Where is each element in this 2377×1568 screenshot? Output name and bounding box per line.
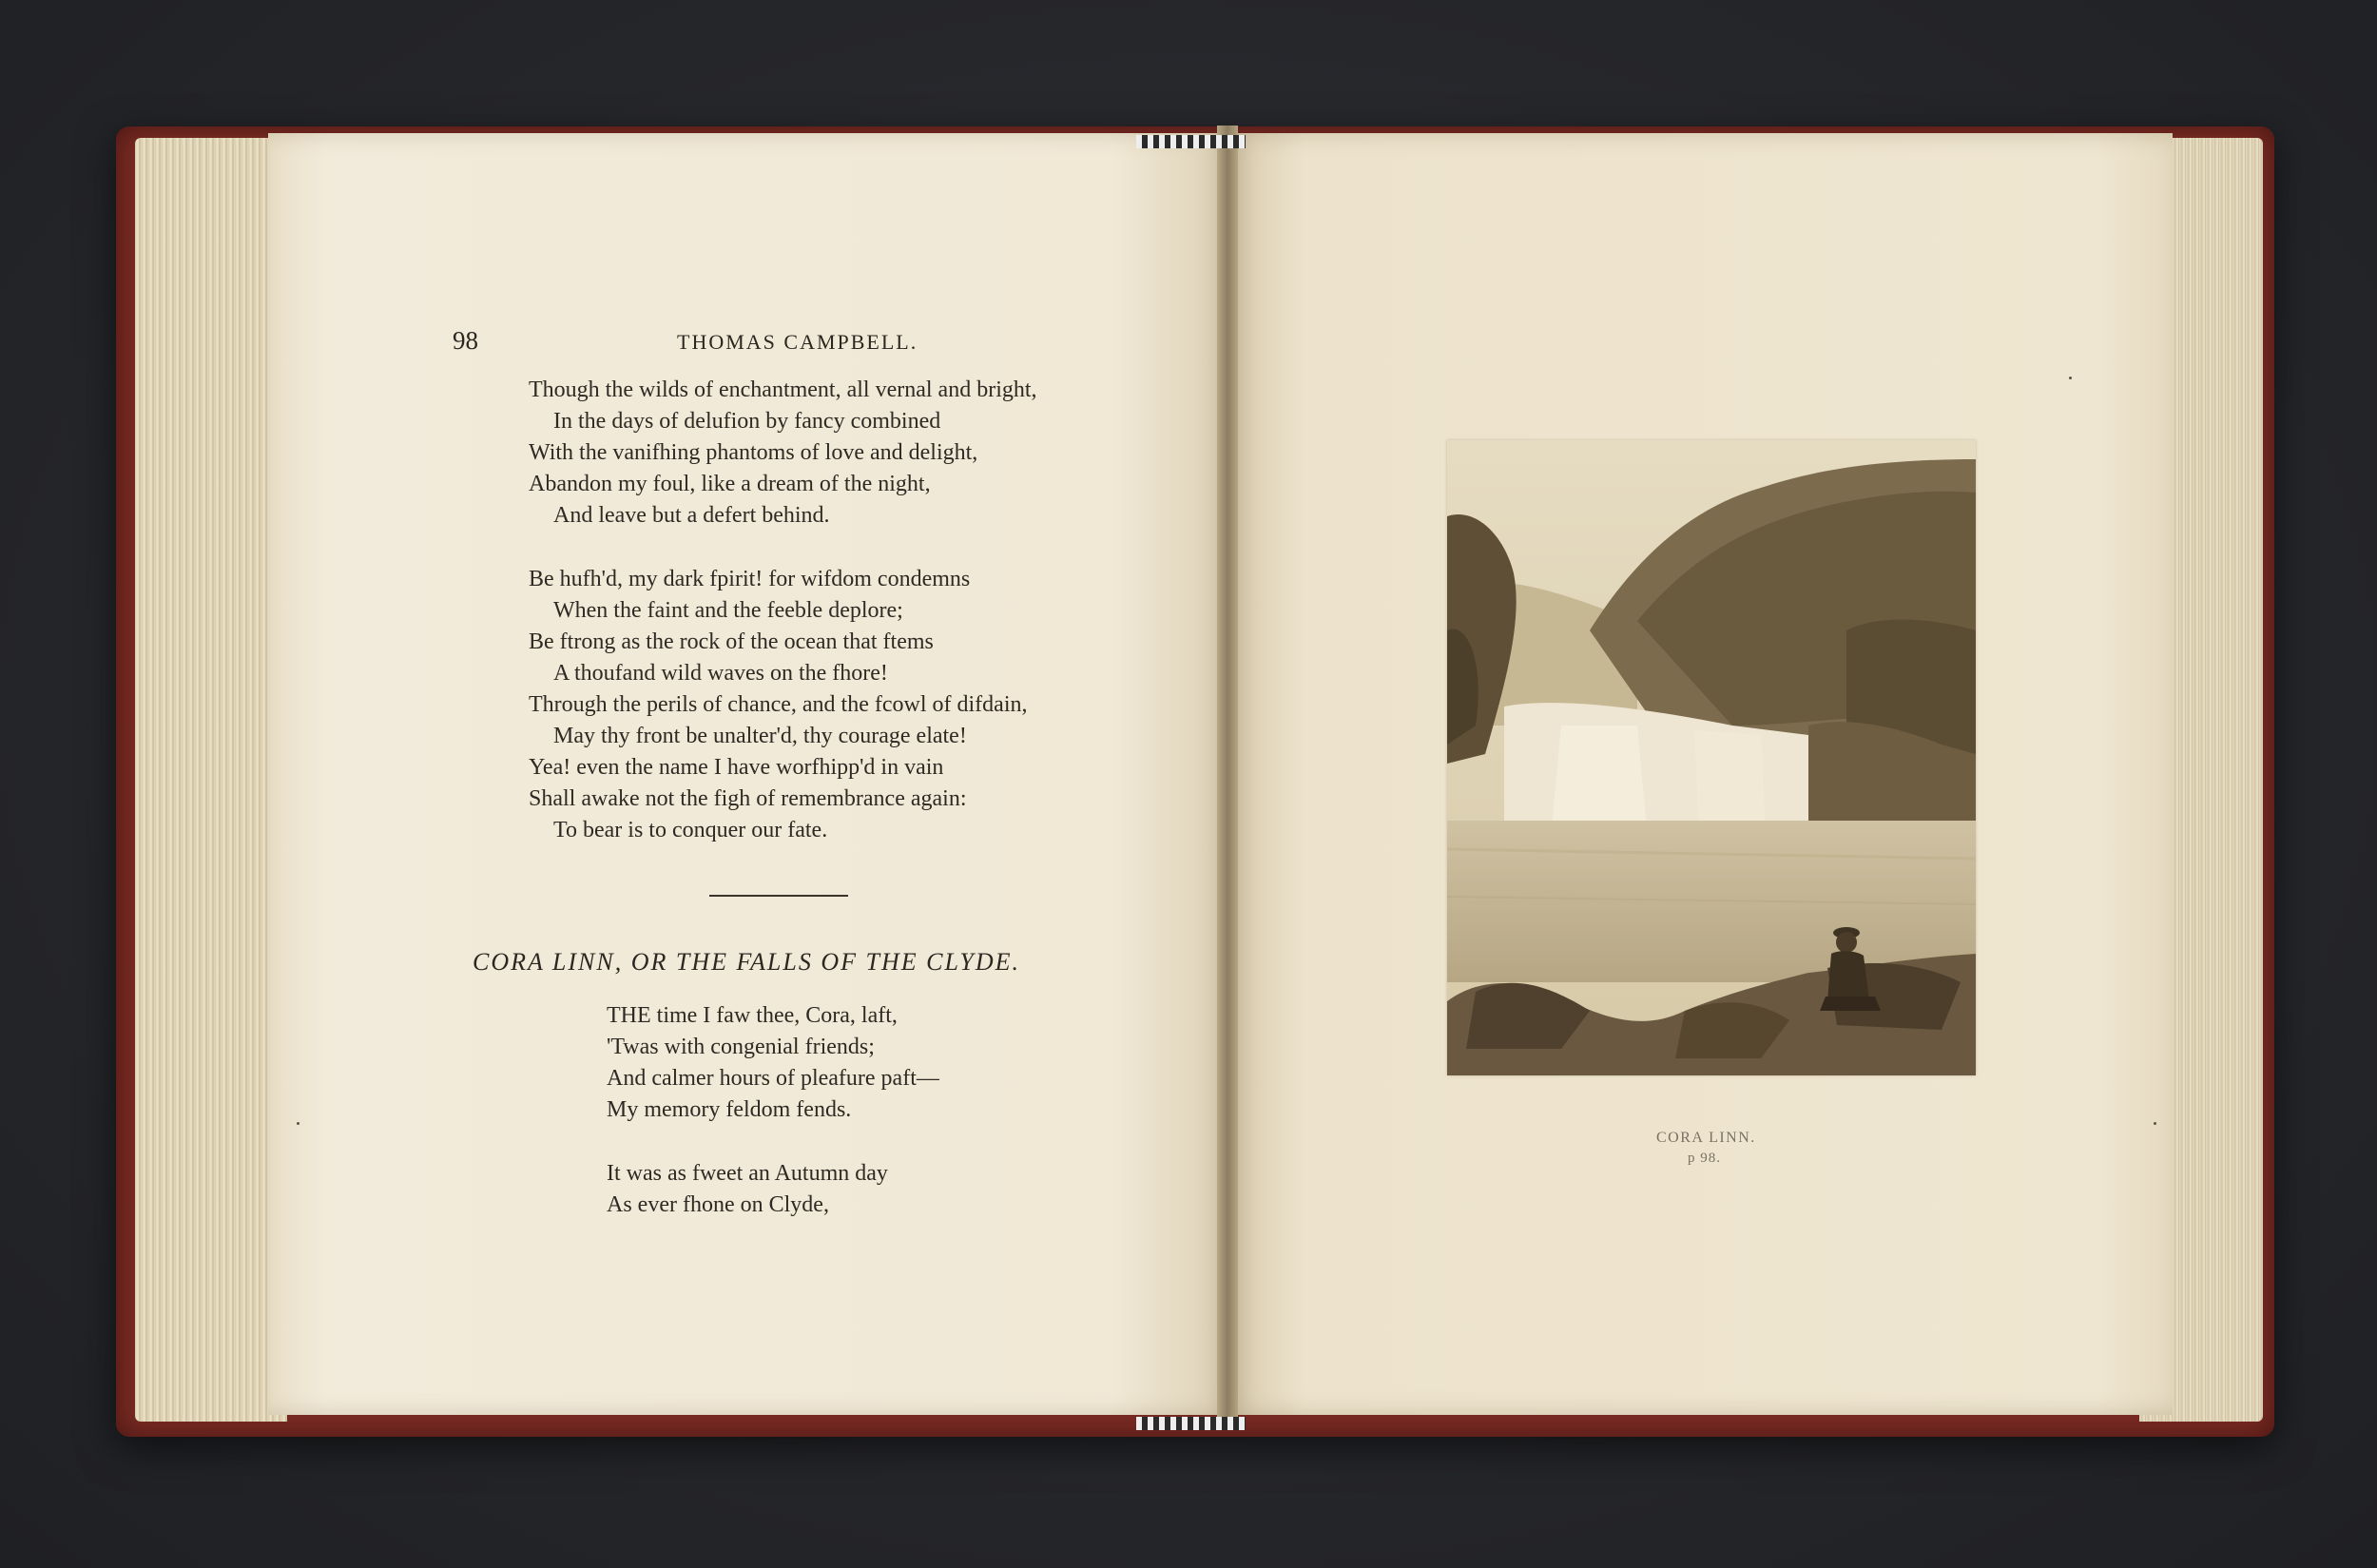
plate-reference: p 98. — [1688, 1151, 1721, 1166]
page-speck — [2154, 1122, 2156, 1125]
verse-line: When the faint and the feeble deplore; — [553, 598, 903, 623]
section-divider — [709, 895, 848, 897]
verse-line: With the vanifhing phantoms of love and delight, — [529, 440, 978, 465]
verse-line: Be ftrong as the rock of the ocean that ftems — [529, 629, 934, 654]
verse-line: And calmer hours of pleafure paft— — [607, 1066, 939, 1091]
verse-line: It was as fweet an Autumn day — [607, 1161, 888, 1186]
verse-line: And leave but a defert behind. — [553, 503, 830, 528]
poem-title: CORA LINN, OR THE FALLS OF THE CLYDE. — [473, 948, 1020, 976]
headband-bottom — [1136, 1417, 1246, 1430]
page-speck — [2069, 377, 2072, 379]
verse-line: Shall awake not the figh of remembrance again: — [529, 786, 967, 811]
plate-caption: CORA LINN. — [1656, 1130, 1756, 1146]
verse-line: Yea! even the name I have worfhipp'd in vain — [529, 755, 944, 780]
verse-line: As ever fhone on Clyde, — [607, 1192, 829, 1217]
verse-line: Be hufh'd, my dark fpirit! for wifdom condemns — [529, 567, 971, 591]
verse-line: Though the wilds of enchantment, all vernal and bright, — [529, 377, 1037, 402]
page-speck — [297, 1122, 300, 1125]
running-head: THOMAS CAMPBELL. — [677, 330, 918, 354]
page-number: 98 — [453, 326, 478, 355]
verse-line: Abandon my foul, like a dream of the night, — [529, 472, 931, 496]
verse-line: 'Twas with congenial friends; — [607, 1035, 875, 1059]
verse-line: A thoufand wild waves on the fhore! — [553, 661, 888, 686]
verse-line: In the days of delufion by fancy combined — [553, 409, 941, 434]
verse-line: To bear is to conquer our fate. — [553, 818, 828, 842]
book-gutter — [1217, 126, 1238, 1428]
verse-line: May thy front be unalter'd, thy courage elate! — [553, 724, 967, 748]
headband-top — [1136, 135, 1246, 148]
page-edges-left — [135, 138, 287, 1422]
verse-line: My memory feldom fends. — [607, 1097, 852, 1122]
verse-line: Through the perils of chance, and the fcowl of difdain, — [529, 692, 1028, 717]
waterfall-photograph — [1447, 440, 1976, 1075]
verse-line: THE time I faw thee, Cora, laft, — [607, 1003, 898, 1028]
